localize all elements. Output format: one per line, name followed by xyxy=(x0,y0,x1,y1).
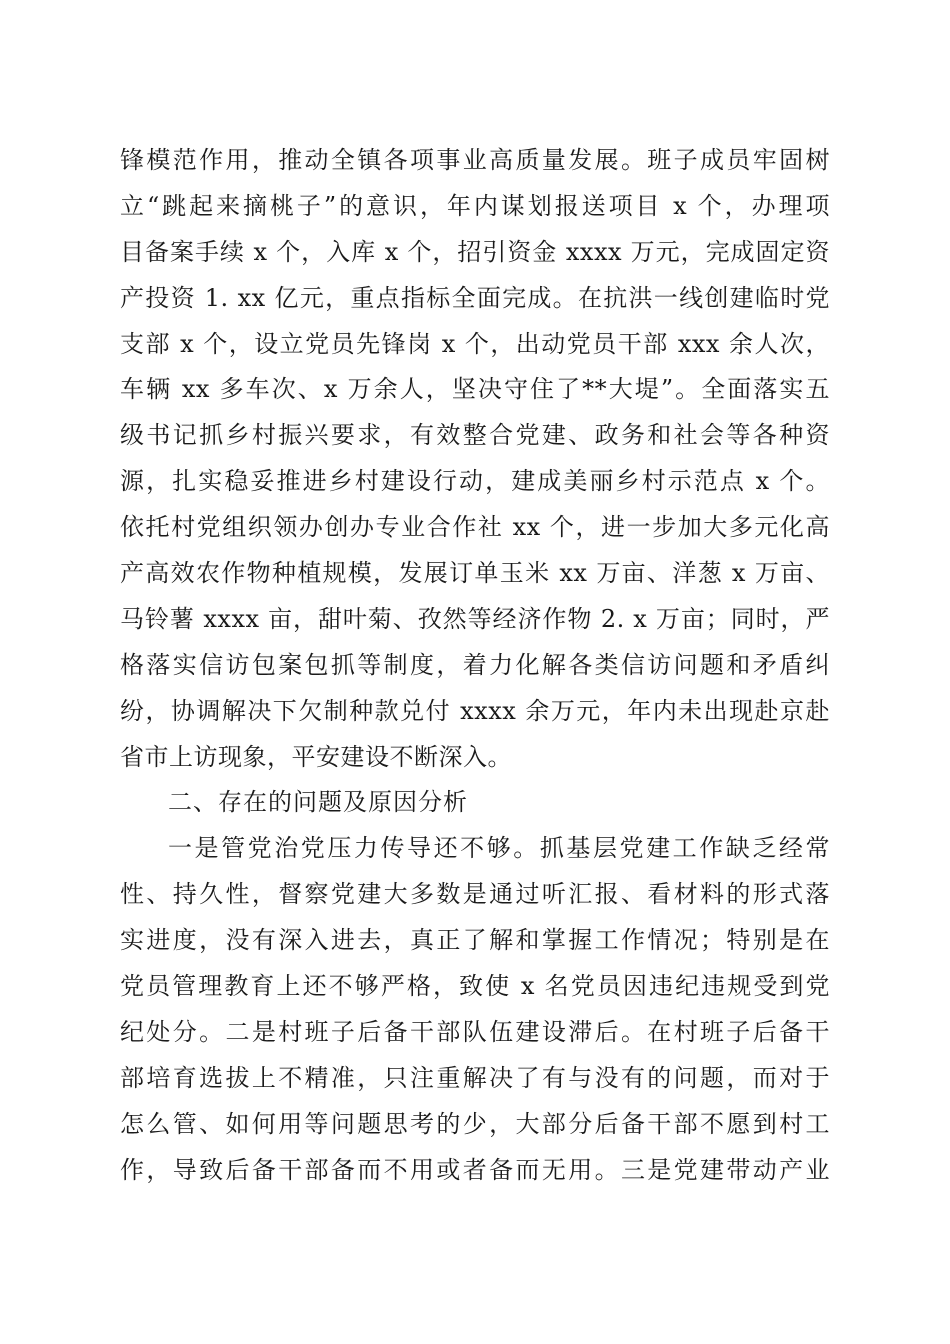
section-heading: 二、存在的问题及原因分析 xyxy=(168,788,468,817)
text-line: 党员管理教育上还不够严格，致使 x 名党员因违纪违规受到党 xyxy=(120,972,830,1001)
paragraph-problems xyxy=(120,826,830,1193)
text-line: 性、持久性，督察党建大多数是通过听汇报、看材料的形式落 xyxy=(120,880,830,909)
text-line: 格落实信访包案包抓等制度，着力化解各类信访问题和矛盾纠 xyxy=(120,650,830,679)
text-line: 实进度，没有深入进去，真正了解和掌握工作情况；特别是在 xyxy=(120,926,830,955)
text-line: 产投资 1. xx 亿元，重点指标全面完成。在抗洪一线创建临时党 xyxy=(120,283,830,312)
text-line: 马铃薯 xxxx 亩，甜叶菊、孜然等经济作物 2. x 万亩；同时，严 xyxy=(120,604,830,633)
text-line: 纪处分。二是村班子后备干部队伍建设滞后。在村班子后备干 xyxy=(120,1017,830,1046)
text-line: 目备案手续 x 个，入库 x 个，招引资金 xxxx 万元，完成固定资 xyxy=(120,237,830,266)
text-line: 产高效农作物种植规模，发展订单玉米 xx 万亩、洋葱 x 万亩、 xyxy=(120,559,830,588)
text-line: 怎么管、如何用等问题思考的少，大部分后备干部不愿到村工 xyxy=(120,1109,830,1138)
document-body xyxy=(120,138,830,1193)
text-line: 省市上访现象，平安建设不断深入。 xyxy=(120,742,512,771)
text-line: 支部 x 个，设立党员先锋岗 x 个，出动党员干部 xxx 余人次， xyxy=(120,329,830,358)
text-line: 部培育选拔上不精准，只注重解决了有与没有的问题，而对于 xyxy=(120,1063,830,1092)
text-line: 作，导致后备干部备而不用或者备而无用。三是党建带动产业 xyxy=(120,1155,830,1184)
text-line: 源，扎实稳妥推进乡村建设行动，建成美丽乡村示范点 x 个。 xyxy=(120,467,830,496)
text-line: 级书记抓乡村振兴要求，有效整合党建、政务和社会等各种资 xyxy=(120,421,830,450)
text-line: 锋模范作用，推动全镇各项事业高质量发展。班子成员牢固树 xyxy=(120,146,830,174)
text-line: 纷，协调解决下欠制种款兑付 xxxx 余万元，年内未出现赴京赴 xyxy=(120,696,830,725)
text-line: 依托村党组织领办创办专业合作社 xx 个，进一步加大多元化高 xyxy=(120,513,830,542)
line-text: 抓基层党建工作缺乏经常 xyxy=(539,834,830,863)
text-line: 立“跳起来摘桃子”的意识，年内谋划报送项目 x 个，办理项 xyxy=(120,191,830,220)
text-line: 车辆 xx 多车次、x 万余人，坚决守住了**大堤”。全面落实五 xyxy=(120,375,830,404)
text-line xyxy=(120,826,830,872)
paragraph-achievements xyxy=(120,138,830,780)
lead-sentence: 一是管党治党压力传导还不够。 xyxy=(168,834,540,863)
